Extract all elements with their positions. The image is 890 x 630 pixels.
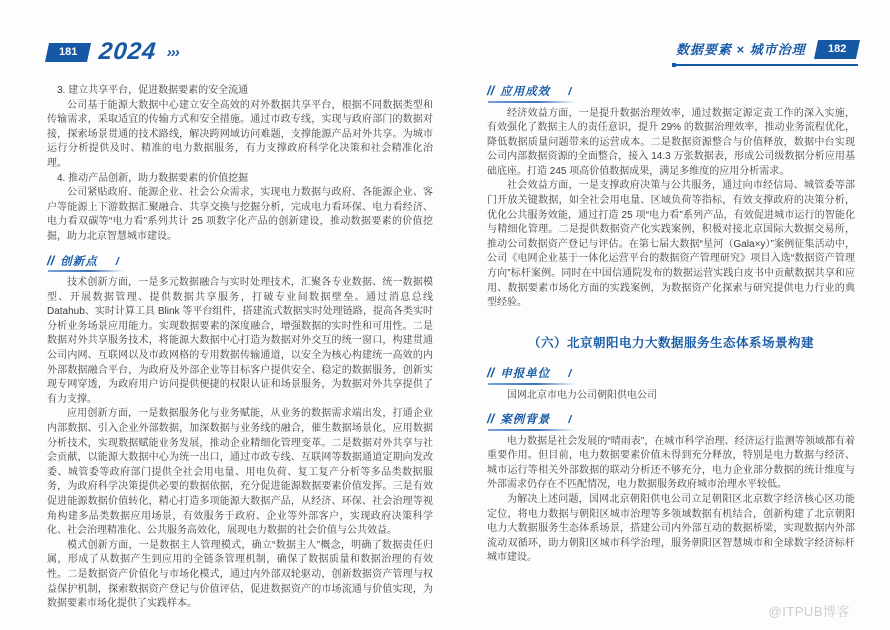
slash-icon: / (568, 368, 572, 381)
header-underline (672, 64, 858, 67)
page-number-badge-right (814, 40, 860, 59)
list-item-3-title: 3. 建立共享平台，促进数据要素的安全流通 (57, 85, 249, 96)
innovation-points-badge (47, 254, 119, 269)
triple-chevron-icon: ››› (166, 43, 179, 61)
list-item-4-body: 公司紧贴政府、能源企业、社会公众需求，实现电力数据与政府、各能源企业、客户等能源上下游数据汇聚融合、共享交换与挖掘分析，完成电力看环保、电力看经济、电力看双碳等“电力看”系列共计 25 项数字化产品的创新建设，推动数据要素的价值挖掘，助力北京智慧城市建设。 (47, 187, 433, 242)
applicant-unit-badge-label: 申报单位 (500, 368, 551, 381)
year-logo: 2024 (97, 38, 159, 65)
page-number-right: 182 (827, 43, 846, 55)
right-page-column (487, 84, 855, 566)
slash-icon: / (568, 86, 572, 98)
header-left (47, 40, 179, 64)
header-right (676, 40, 858, 66)
social-benefit-paragraph: 社会效益方面，一是支撑政府决策与公共服务，通过向市经信局、城管委等部门开放关键数据，如全社会用电量、区域负荷等指标，有效支撑政府的决策分析，优化公共服务效能，通过打造 25 项“电力看”系列产品，有效促进城市运行的智能化与精细化管理。二是提供数据资产化实践案例，积极对接北京国际大数据交易所，推动公司数据资产登记与评估。在第七届大数据“星河（Gala×y）”案例征集活动中，公司《电网企业基于一体化运营平台的数据资产管理研究》项目入选“数据资产管理方向”标杆案例。同时在中国信通院发布的数据运营实践白皮书中贡献数据共享和应用、数据要素市场化方面的实践案例，为数据资产化探索与研究提供电力行业的典型经验。 (487, 180, 855, 309)
application-results-badge (487, 84, 571, 99)
application-innovation-paragraph: 应用创新方面，一是数据服务化与业务赋能，从业务的数据需求端出发，打通企业内部数据、引入企业外部数据，加深数据与业务线的融合，催生数据场景化，应用数据分析技术，实现数据赋能业务发展，推动企业精细化管理变革。二是数据对外共享与社会贡献，以能源大数据中心为统一出口，通过市政专线、互联网等数据通道定期向发改委、城管委等政府部门提供全社会用电量、用电负荷、复工复产分析等多品类数据服务，为政府科学决策提供必要的数据依据，充分促进能源数据要素价值发挥。三是有效促进能源数据价值转化，精心打造多项能源大数据产品，从经济、环保、社会治理等视角构建多品类数据应用场景，有效服务于政府、企业等外部客户，实现政府决策科学化、社会治理精准化、公共服务高效化，展现电力数据的社会价值与公共效益。 (47, 408, 433, 537)
case-six-title: （六）北京朝阳电力大数据服务生态体系场景构建 (527, 335, 814, 350)
innovation-points-badge-label: 创新点 (60, 255, 98, 268)
slash-icon: / (115, 255, 119, 268)
slash-icon: / (568, 414, 572, 427)
double-slash-icon: // (487, 411, 495, 427)
double-slash-icon: // (487, 83, 495, 98)
watermark: @ITPUB博客 (768, 604, 850, 619)
mode-innovation-paragraph: 模式创新方面，一是数据主人管理模式，确立“数据主人”概念，明确了数据责任归属，形成了从数据产生到应用的全链条管理机制，确保了数据质量和数据治理的有效性。二是数据资产价值化与市场化模式，通过内外部双轮驱动，创新数据资产管理与权益保护机制，探索数据资产登记与价值评估，促进数据资产的市场流通与价值实现，为数据要素市场化提供了实践样本。 (47, 539, 433, 610)
page-number-badge-left (45, 43, 91, 62)
tech-innovation-paragraph: 技术创新方面，一是多元数据融合与实时处理技术，汇聚各专业数据、统一数据模型、开展数据管理、提供数据共享服务，打破专业间数据壁垒。通过消息总线 Datahub、实时计算工具 Blink 等平台组件，搭建流式数据实时处理链路，提高各类实时分析业务场景应用能力。实现数据要素的深度融合，增强数据的实时性和可用性。二是数据对外共享服务技术，将能源大数据中心打造为数据对外交互的统一窗口，构建贯通公司内网、互联网以及市政网格的专用数据传输通道，以安全为核心构建统一高效的内外部数据融合平台，为政府及外部企业等目标客户提供安全、稳定的数据服务，创新实现专网穿透，为政府用户访问提供便捷的权限认证和场景服务，为数据对外共享提供了有力支撑。 (47, 277, 433, 405)
double-slash-icon: // (487, 365, 495, 381)
applicant-unit-badge (487, 366, 571, 381)
case-background-paragraph-1: 电力数据是社会发展的“晴雨表”，在城市科学治理、经济运行监测等领域都有着重要作用。但目前，电力数据要素价值未得到充分释放，特别是电力数据与经济、城市运行等相关外部数据的联动分析还不够充分，电力企业部分数据的统计维度与外部需求仍存在不匹配情况，电力数据服务政府城市治理水平较低。 (487, 435, 855, 491)
list-item-4-title: 4. 推动产品创新，助力数据要素的价值挖掘 (57, 172, 249, 184)
double-slash-icon: // (47, 252, 55, 268)
page-number-left: 181 (59, 45, 78, 58)
case-background-paragraph-2: 为解决上述问题，国网北京朝阳供电公司立足朝阳区北京数字经济核心区功能定位，将电力数据与朝阳区城市治理等多领域数据有机结合，创新构建了北京朝阳电力大数据服务生态体系场景，搭建公司内外部互动的数据桥梁，实现数据内外部流动双循环，助力朝阳区城市科学治理，服务朝阳区智慧城市和全球数字经济标杆城市建设。 (487, 494, 855, 564)
case-background-badge (487, 412, 571, 427)
application-results-badge-label: 应用成效 (500, 86, 551, 98)
page-header (47, 40, 858, 66)
left-page-column (47, 84, 433, 612)
report-section-title: 数据要素 × 城市治理 (675, 42, 806, 57)
list-item-3-body: 公司基于能源大数据中心建立安全高效的对外数据共享平台，根据不同数据类型和传输需求，采取适宜的传输方式和安全措施。通过市政专线，实现与政府部门的数据对接，探索场景贯通的技术路线，解决跨网域访问难题，支撑能源产品对外共享。为城市运行分析提供及时、精准的电力数据服务，有力支撑政府科学化决策和社会精准化治理。 (47, 99, 433, 169)
case-background-badge-label: 案例背景 (500, 414, 551, 427)
economic-benefit-paragraph: 经济效益方面，一是提升数据治理效率，通过数据定源定责工作的深入实施，有效强化了数据主人的责任意识，提升 29% 的数据治理效率，推动业务流程优化，降低数据质量问题带来的运营成本。二是数据资源整合与价值释放，数据中台实现公司内部数据资源的全面整合，接入 14.3 万张数据表，形成公司级数据分析应用基础底座。打造 245 项高价值数据成果，满足多维度的应用分析需求。 (487, 107, 855, 177)
applicant-name: 国网北京市电力公司朝阳供电公司 (507, 389, 657, 401)
